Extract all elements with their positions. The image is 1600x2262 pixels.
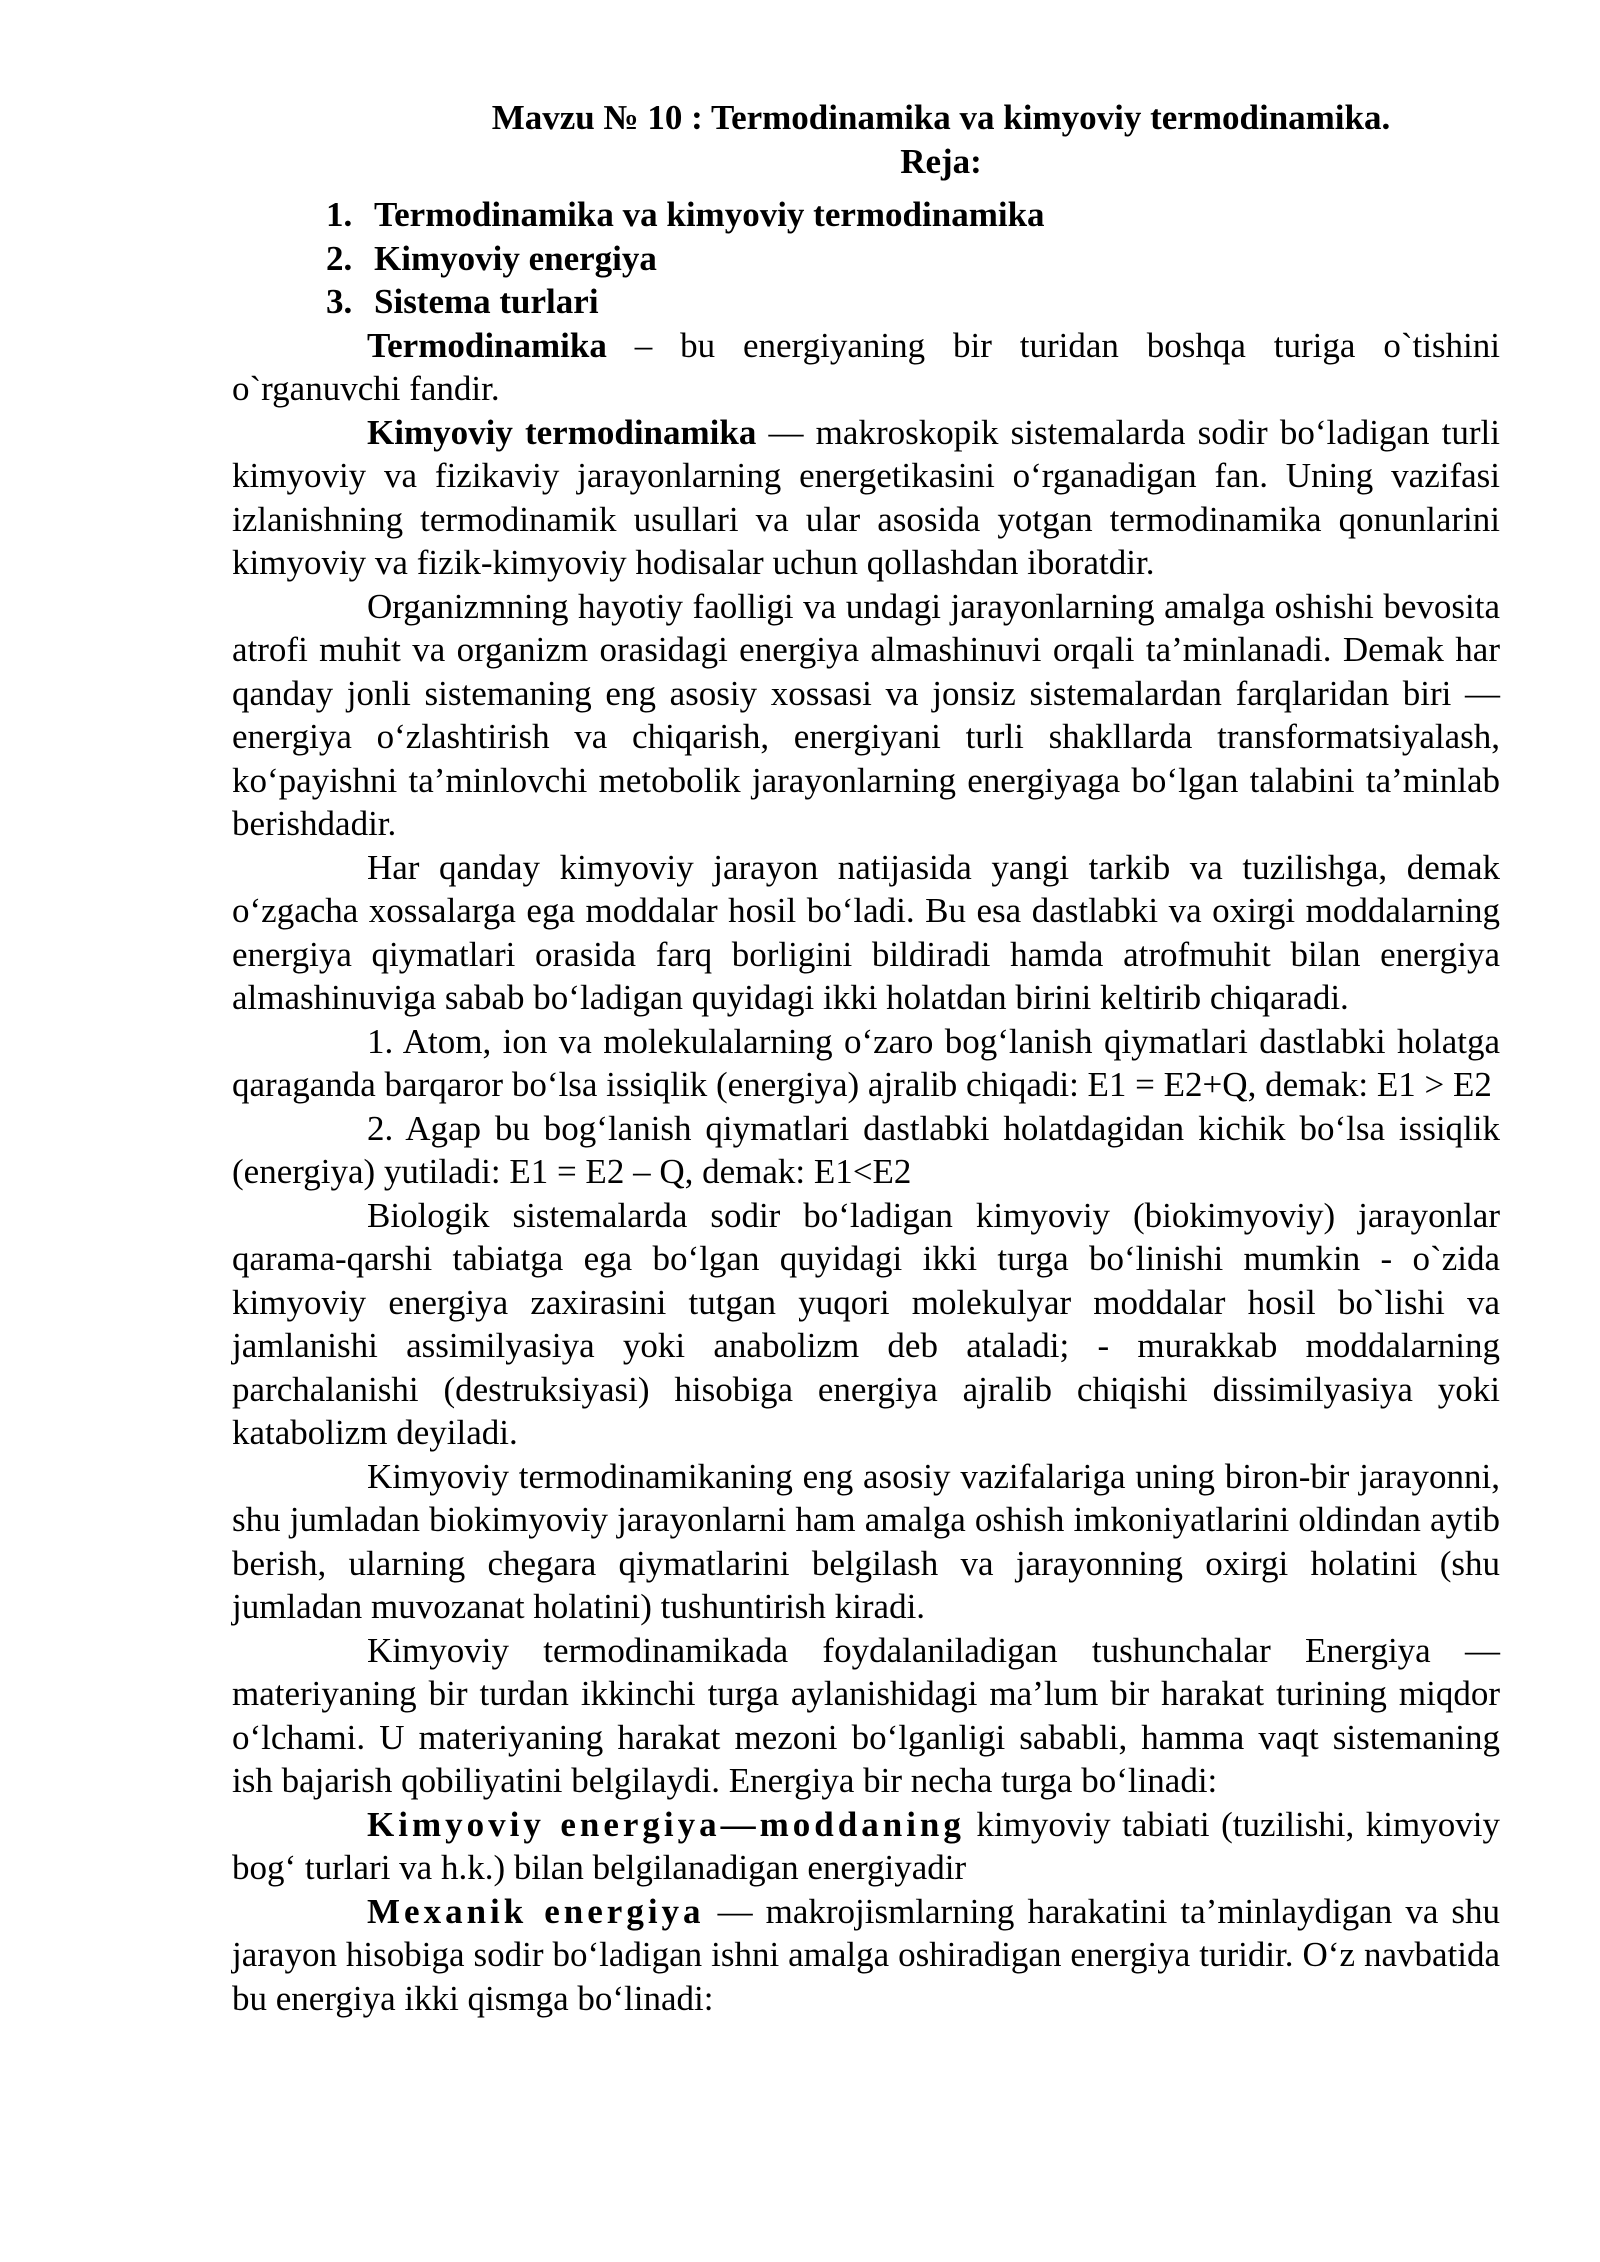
plan-item: 1. Termodinamika va kimyoviy termodinamika (326, 195, 1045, 234)
paragraph-kimyoviy-termodinamika: Kimyoviy termodinamika — makroskopik sistemalarda sodir bo‘ladigan turli kimyoviy va fizikaviy jarayonlarning energetikasini o‘rganadigan fan. Uning vazifasi izlanishning termodinamik usullari va ular asosida yotgan termodinamika qonunlarini kimyoviy va fizik-kimyoviy hodisalar uchun qollashdan iboratdir. (232, 412, 1500, 582)
term: Termodinamika (367, 325, 607, 365)
paragraph: Kimyoviy termodinamikada foydalaniladigan tushunchalar Energiya — materiyaning bir turdan ikkinchi turga aylanishidagi ma’lum bir harakat turining miqdor o‘lchami. U materiyaning harakat mezoni bo‘lganligi sababli, hamma vaqt sistemaning ish bajarish qobiliyatini belgilaydi. Energiya bir necha turga bo‘linadi: (232, 1630, 1500, 1800)
paragraph: Har qanday kimyoviy jarayon natijasida yangi tarkib va tuzilishga, demak o‘zgacha xossalarga ega moddalar hosil bo‘ladi. Bu esa dastlabki va oxirgi moddalarning energiya qiymatlari orasida farq borligini bildiradi hamda atrofmuhit bilan energiya almashinuviga sabab bo‘ladigan quyidagi ikki holatdan birini keltirib chiqaradi. (232, 847, 1500, 1017)
term: Kimyoviy termodinamika (367, 412, 757, 452)
plan-item: 3. Sistema turlari (326, 282, 599, 321)
paragraph: Biologik sistemalarda sodir bo‘ladigan kimyoviy (biokimyoviy) jarayonlar qarama-qarshi tabiatga ega bo‘lgan quyidagi ikki turga bo‘linishi mumkin - o`zida kimyoviy energiya zaxirasini tutgan yuqori molekulyar moddalar hosil bo`lishi va jamlanishi assimilyasiya yoki anabolizm deb ataladi; - murakkab moddalarning parchalanishi (destruksiyasi) hisobiga energiya ajralib chiqishi dissimilyasiya yoki katabolizm deyiladi. (232, 1195, 1500, 1452)
term: Kimyoviy energiya—moddaning (367, 1804, 965, 1844)
document-page (232, 96, 1500, 2020)
paragraph-kimyoviy-energiya: Kimyoviy energiya—moddaning kimyoviy tabiati (tuzilishi, kimyoviy bog‘ turlari va h.k.) bilan belgilanadigan energiyadir (232, 1804, 1500, 1887)
plan-item: 2. Kimyoviy energiya (326, 238, 657, 278)
paragraph: 2. Agap bu bog‘lanish qiymatlari dastlabki holatdagidan kichik bo‘lsa issiqlik (energiya) yutiladi: E1 = E2 – Q, demak: E1<E2 (232, 1108, 1500, 1191)
paragraph: 1. Atom, ion va molekulalarning o‘zaro bog‘lanish qiymatlari dastlabki holatga qaraganda barqaror bo‘lsa issiqlik (energiya) ajralib chiqadi: E1 = E2+Q, demak: E1 > E2 (232, 1021, 1500, 1104)
term: Mexanik energiya (367, 1891, 705, 1931)
paragraph: Kimyoviy termodinamikaning eng asosiy vazifalariga uning biron-bir jarayonni, shu jumladan biokimyoviy jarayonlarni ham amalga oshish imkoniyatlarini oldindan aytib berish, ularning chegara qiymatlarini belgilash va jarayonning oxirgi holatini (shu jumladan muvozanat holatini) tushuntirish kiradi. (232, 1456, 1500, 1626)
document-title: Mavzu № 10 : Termodinamika va kimyoviy termodinamika. (491, 98, 1391, 137)
paragraph-termodinamika: Termodinamika – bu energiyaning bir turidan boshqa turiga o`tishini o`rganuvchi fandir. (232, 325, 1500, 408)
plan-list (232, 193, 1500, 324)
plan-heading: Reja: (900, 141, 982, 181)
paragraph: Organizmning hayotiy faolligi va undagi jarayonlarning amalga oshishi bevosita atrofi muhit va organizm orasidagi energiya almashinuvi orqali ta’minlanadi. Demak har qanday jonli sistemaning eng asosiy xossasi va jonsiz sistemalardan farqlaridan biri — energiya o‘zlashtirish va chiqarish, energiyani turli shakllarda transformatsiyalash, ko‘payishni ta’minlovchi metobolik jarayonlarning energiyaga bo‘lgan talabini ta’minlab berishdadir. (232, 586, 1500, 843)
paragraph-mexanik-energiya: Mexanik energiya — makrojismlarning harakatini ta’minlaydigan va shu jarayon hisobiga sodir bo‘ladigan ishni amalga oshiradigan energiya turidir. O‘z navbatida bu energiya ikki qismga bo‘linadi: (232, 1891, 1500, 2018)
